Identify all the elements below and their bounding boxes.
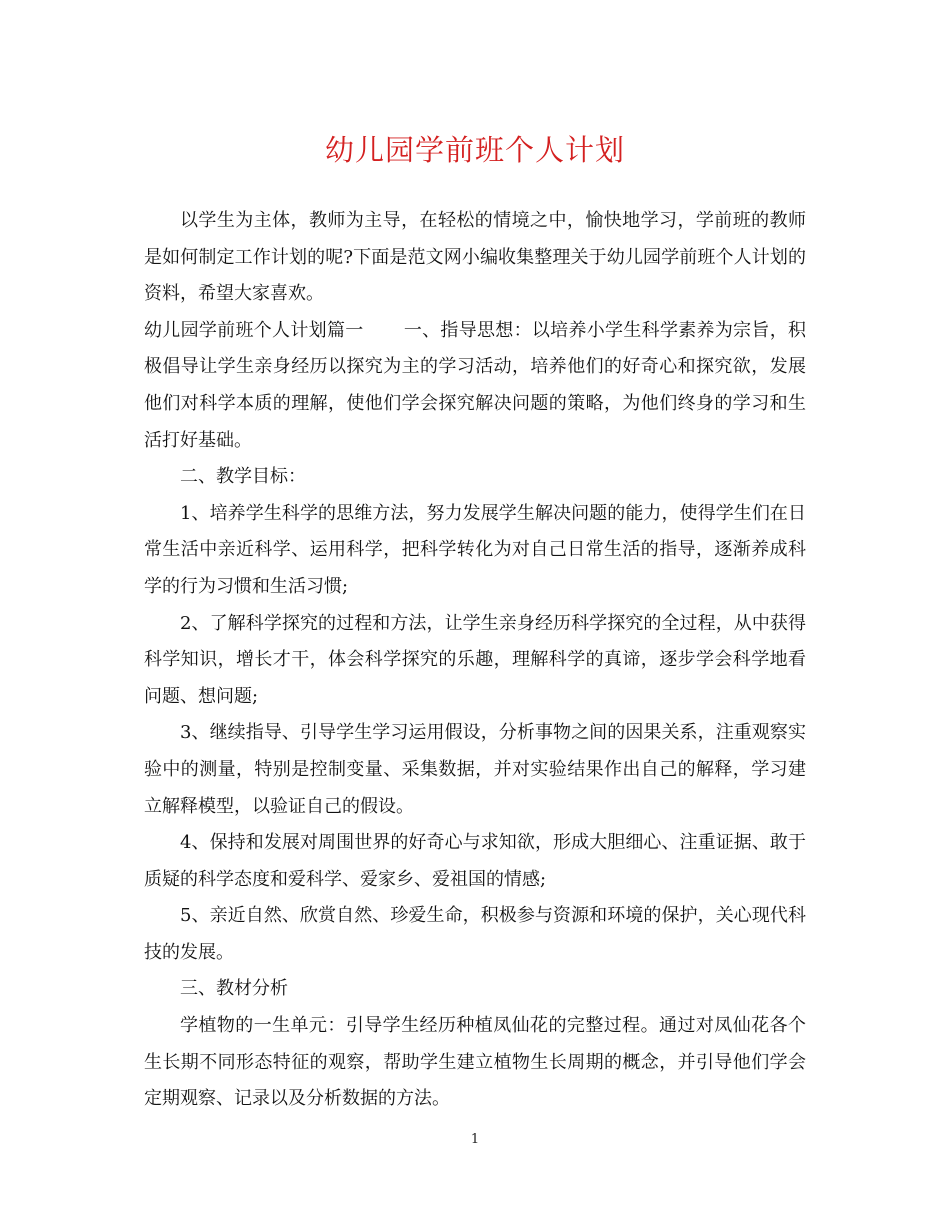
goal-1: 1、培养学生科学的思维方法，努力发展学生解决问题的能力，使得学生们在日常生活中亲近科学、运用科学，把科学转化为对自己日常生活的指导，逐渐养成科学的行为习惯和生活习惯;	[144, 502, 806, 597]
section1-paragraph	[144, 313, 806, 459]
goal-3: 3、继续指导、引导学生学习运用假设，分析事物之间的因果关系，注重观察实验中的测量，特别是控制变量、采集数据，并对实验结果作出自己的解释，学习建立解释模型，以验证自己的假设。	[144, 722, 806, 817]
document-title: 幼儿园学前班个人计划	[324, 133, 625, 167]
document-body	[144, 203, 806, 1118]
heading-textbook-analysis: 三、教材分析	[180, 978, 288, 1000]
section1-label: 幼儿园学前班个人计划篇一	[144, 319, 364, 341]
page-number: 1	[470, 1132, 480, 1147]
goal-4: 4、保持和发展对周围世界的好奇心与求知欲，形成大胆细心、注重证据、敢于质疑的科学态度和爱科学、爱家乡、爱祖国的情感;	[144, 832, 806, 890]
goal-2: 2、了解科学探究的过程和方法，让学生亲身经历科学探究的全过程，从中获得科学知识，增长才干，体会科学探究的乐趣，理解科学的真谛，逐步学会科学地看问题、想问题;	[144, 612, 806, 707]
goal-5: 5、亲近自然、欣赏自然、珍爱生命，积极参与资源和环境的保护，关心现代科技的发展。	[144, 905, 806, 963]
heading-teaching-goals: 二、教学目标：	[180, 466, 306, 488]
section1-text: 一、指导思想：以培养小学生科学素养为宗旨，积极倡导让学生亲身经历以探究为主的学习活动，培养他们的好奇心和探究欲，发展他们对科学本质的理解，使他们学会探究解决问题的策略，为他们终身的学习和生活打好基础。	[144, 319, 806, 451]
analysis-paragraph: 学植物的一生单元：引导学生经历种植凤仙花的完整过程。通过对凤仙花各个生长期不同形态特征的观察，帮助学生建立植物生长周期的概念，并引导他们学会定期观察、记录以及分析数据的方法。	[144, 1015, 806, 1110]
intro-paragraph: 以学生为主体，教师为主导，在轻松的情境之中，愉快地学习，学前班的教师是如何制定工作计划的呢?下面是范文网小编收集整理关于幼儿园学前班个人计划的资料，希望大家喜欢。	[144, 210, 806, 305]
